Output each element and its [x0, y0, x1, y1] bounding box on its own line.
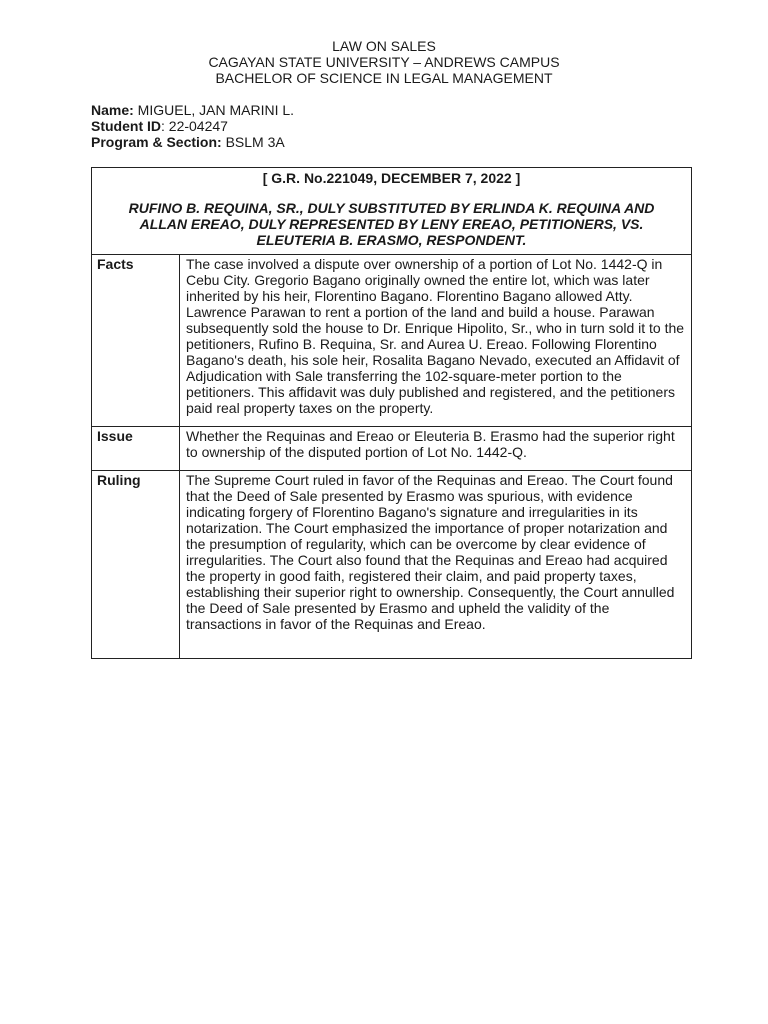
course-title: LAW ON SALES — [332, 38, 436, 54]
program-section-value: BSLM 3A — [221, 134, 285, 150]
facts-label: Facts — [92, 255, 180, 427]
parties-line: ALLAN EREAO, DULY REPRESENTED BY LENY EREAO, PETITIONERS, VS. — [139, 216, 644, 232]
ruling-text: The Supreme Court ruled in favor of the Requinas and Ereao. The Court found that the Deed of Sale presented by Erasmo was spurious, with evidence indicating forgery of Florentino Bagano's signature and irregularities in its notarization. The Court emphasized the importance of proper notarization and the presumption of regularity, which can be overcome by clear evidence of irregularities. The Court also found that the Requinas and Ereao had acquired the property in good faith, registered their claim, and paid property taxes, establishing their superior right to ownership. Consequently, the Court annulled the Deed of Sale presented by Erasmo and upheld the validity of the transactions in favor of the Requinas and Ereao. — [180, 471, 692, 659]
student-id-value: : 22-04247 — [161, 118, 228, 134]
student-name-value: MIGUEL, JAN MARINI L. — [133, 102, 295, 118]
ruling-label: Ruling — [92, 471, 180, 659]
case-parties — [100, 200, 683, 248]
case-title-cell — [92, 168, 692, 255]
parties-line: RUFINO B. REQUINA, SR., DULY SUBSTITUTED BY ERLINDA K. REQUINA AND — [128, 200, 655, 216]
facts-text: The case involved a dispute over ownership of a portion of Lot No. 1442-Q in Cebu City. Gregorio Bagano originally owned the entire lot, which was later inherited by his heir, Florentino Bagano. Florentino Bagano allowed Atty. Lawrence Parawan to rent a portion of the land and build a house. Parawan subsequently sold the house to Dr. Enrique Hipolito, Sr., who in turn sold it to the petitioners, Rufino B. Requina, Sr. and Aurea U. Ereao. Following Florentino Bagano's death, his sole heir, Rosalita Bagano Nevado, executed an Affidavit of Adjudication with Sale transferring the 102-square-meter portion to the petitioners. This affidavit was duly published and registered, and the petitioners paid real property taxes on the property. — [180, 255, 692, 427]
university-name: CAGAYAN STATE UNIVERSITY – ANDREWS CAMPUS — [208, 54, 560, 70]
program-section-label: Program & Section: — [91, 134, 222, 150]
facts-row — [92, 255, 692, 427]
case-title-row — [92, 168, 692, 255]
student-id-line — [91, 118, 294, 134]
student-info — [91, 102, 294, 150]
student-id-label: Student ID — [91, 118, 161, 134]
document-header — [0, 38, 768, 86]
issue-row — [92, 427, 692, 471]
issue-text: Whether the Requinas and Ereao or Eleuteria B. Erasmo had the superior right to ownership of the disputed portion of Lot No. 1442-Q. — [180, 427, 692, 471]
case-digest-table — [91, 167, 692, 659]
gr-number: [ G.R. No.221049, DECEMBER 7, 2022 ] — [262, 170, 521, 186]
issue-label: Issue — [92, 427, 180, 471]
ruling-row — [92, 471, 692, 659]
program-section-line — [91, 134, 294, 150]
student-name-line — [91, 102, 294, 118]
program-name: BACHELOR OF SCIENCE IN LEGAL MANAGEMENT — [215, 70, 553, 86]
parties-line: ELEUTERIA B. ERASMO, RESPONDENT. — [256, 232, 527, 248]
student-name-label: Name: — [91, 102, 134, 118]
